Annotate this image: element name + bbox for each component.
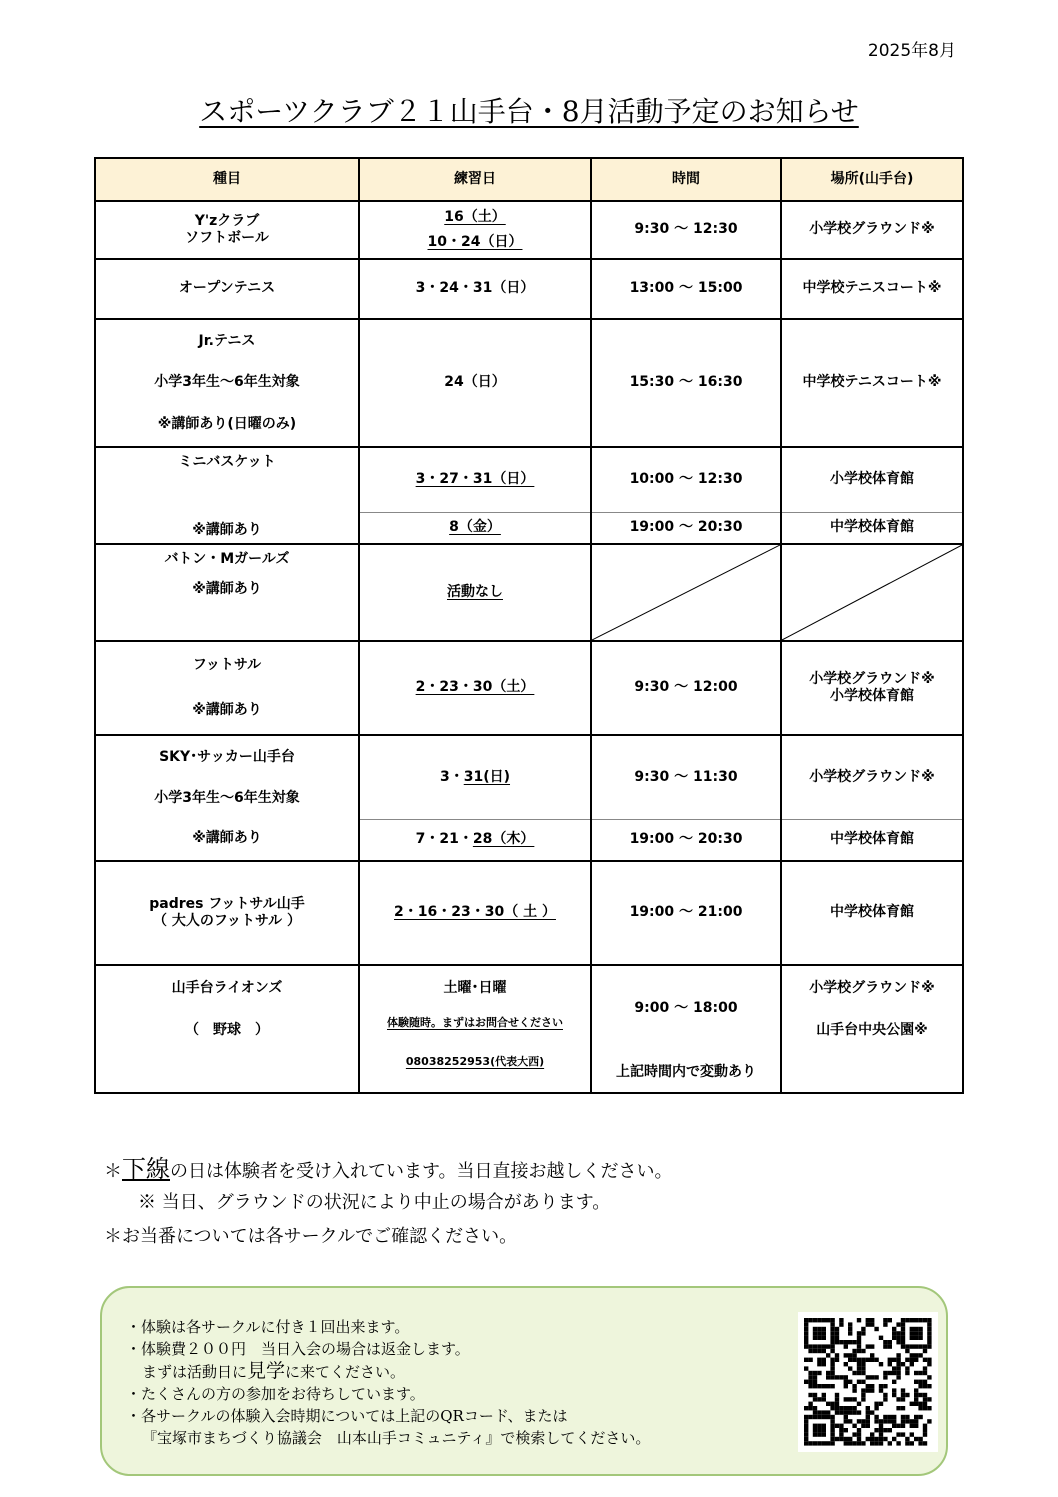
practice-day: 2・23・30（土） (415, 679, 535, 696)
practice-place: 小学校体育館 (830, 688, 914, 704)
practice-day: 7・21・ (415, 831, 473, 847)
event-name: Y'zクラブ (194, 212, 260, 229)
practice-day: 活動なし (447, 583, 503, 600)
event-note: ※講師あり (192, 580, 262, 597)
practice-day: 3・ (439, 768, 464, 785)
practice-day: 24（日） (359, 319, 591, 447)
qr-code-icon[interactable] (798, 1312, 938, 1452)
table-row (95, 259, 963, 319)
practice-time: 9:00 ～ 18:00 (634, 1000, 738, 1016)
contact-note: 体験随時。まずはお問合せください (387, 1015, 563, 1029)
event-target: 小学3年生～6年生対象 (154, 374, 300, 391)
contact-phone: 08038252953(代表大西) (405, 1055, 545, 1069)
table-row (95, 861, 963, 965)
practice-place: 中学校体育館 (781, 512, 963, 544)
schedule-table (94, 157, 964, 1094)
practice-time: 13:00 ～ 15:00 (591, 259, 781, 319)
event-name-sub: ソフトボール (185, 230, 269, 246)
event-target: 小学3年生～6年生対象 (154, 790, 300, 807)
no-activity-cell (781, 544, 963, 641)
practice-day: 土曜･日曜 (443, 980, 507, 996)
note-underline: ＊下線の日は体験者を受け入れています。当日直接お越しください。 (104, 1155, 673, 1183)
practice-time: 9:30 ～ 12:00 (591, 641, 781, 735)
info-line: ・体験は各サークルに付き１回出来ます。 (126, 1318, 410, 1336)
table-row (95, 319, 963, 447)
table-row (95, 735, 963, 819)
practice-place: 中学校テニスコート※ (781, 319, 963, 447)
practice-time: 15:30 ～ 16:30 (591, 319, 781, 447)
practice-place: 小学校グラウンド※ (809, 980, 935, 996)
info-box (100, 1286, 948, 1476)
event-note: ※講師あり (192, 521, 262, 538)
practice-place: 中学校体育館 (781, 861, 963, 965)
practice-day: 2・16・23・30（ 土 ） (394, 904, 556, 921)
practice-place: 小学校グラウンド※ (809, 670, 935, 687)
info-line: ・体験費２００円 当日入会の場合は返金します。 (126, 1340, 470, 1358)
event-note: ※講師あり(日曜のみ) (157, 415, 297, 432)
practice-time: 9:30 ～ 11:30 (591, 735, 781, 819)
practice-day: 10・24（日） (427, 234, 523, 250)
header-place: 場所(山手台) (781, 158, 963, 201)
table-header-row (95, 158, 963, 201)
issue-date: 2025年8月 (867, 41, 956, 61)
practice-time: 10:00 ～ 12:30 (591, 447, 781, 512)
event-name: バトン・Mガールズ (164, 551, 290, 567)
info-line: ・たくさんの方の参加をお待ちしています。 (126, 1385, 425, 1403)
table-row (95, 965, 963, 1093)
practice-place: 小学校グラウンド※ (781, 735, 963, 819)
event-name: ミニバスケット (178, 454, 276, 470)
event-name: SKY･サッカー山手台 (159, 748, 295, 765)
event-note: ※講師あり (192, 829, 262, 846)
event-note: ※講師あり (192, 702, 262, 718)
info-line: 『宝塚市まちづくり協議会 山本山手コミュニティ』で検索してください。 (142, 1429, 651, 1447)
header-day: 練習日 (359, 158, 591, 201)
table-row (95, 641, 963, 735)
page-title: スポーツクラブ２１山手台・8月活動予定のお知らせ (199, 95, 859, 128)
practice-day-trial: 28（木） (472, 831, 535, 847)
practice-time: 9:30 ～ 12:30 (591, 201, 781, 259)
event-name: padres フットサル山手 (149, 895, 305, 912)
table-row (95, 544, 963, 641)
practice-day: 3・24・31（日） (359, 259, 591, 319)
no-activity-cell (591, 544, 781, 641)
practice-day: 8（金） (449, 519, 501, 535)
practice-time: 19:00 ～ 20:30 (591, 819, 781, 861)
info-line: まずは活動日に見学に来てください。 (142, 1360, 406, 1382)
event-name: フットサル (192, 656, 262, 673)
practice-place: 小学校グラウンド※ (781, 201, 963, 259)
practice-place: 山手台中央公園※ (816, 1021, 928, 1038)
event-name: 山手台ライオンズ (171, 980, 283, 996)
info-line: ・各サークルの体験入会時期については上記のQRコード、または (126, 1407, 568, 1425)
event-name: Jr.テニス (198, 332, 256, 349)
practice-place: 中学校体育館 (781, 819, 963, 861)
event-name-sub: （ 野球 ） (185, 1021, 269, 1038)
note-cancel: ※ 当日、グラウンドの状況により中止の場合があります。 (138, 1192, 611, 1213)
practice-time-note: 上記時間内で変動あり (616, 1063, 756, 1080)
table-row (95, 201, 963, 259)
notes (104, 1152, 673, 1254)
practice-place: 小学校体育館 (781, 447, 963, 512)
practice-place: 中学校テニスコート※ (781, 259, 963, 319)
note-duty: ＊お当番については各サークルでご確認ください。 (104, 1226, 518, 1247)
header-time: 時間 (591, 158, 781, 201)
practice-day-trial: 31(日) (463, 768, 511, 785)
table-row (95, 447, 963, 512)
practice-time: 19:00 ～ 21:00 (591, 861, 781, 965)
practice-time: 19:00 ～ 20:30 (591, 512, 781, 544)
event-name: オープンテニス (95, 259, 359, 319)
event-name-sub: （ 大人のフットサル ） (152, 913, 302, 929)
header-event: 種目 (95, 158, 359, 201)
practice-day: 16（土） (444, 208, 506, 225)
practice-day: 3・27・31（日） (415, 471, 535, 487)
